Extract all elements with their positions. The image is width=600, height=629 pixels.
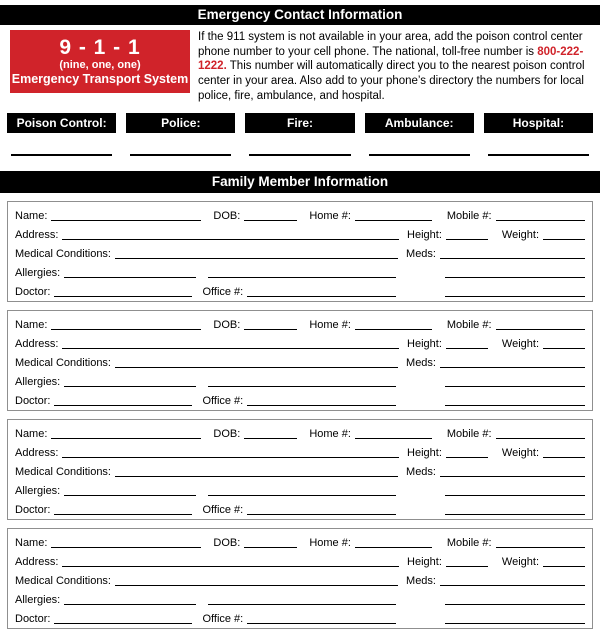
office-number-input-line[interactable] [247,404,396,406]
intro-text-after: This number will automatically direct you to the nearest poison control center in your area. Also add to your phone’s directory the numbers for local police, fire, ambulance, and hospital. [198,60,585,102]
meds-input-line[interactable] [440,366,585,368]
allergies-label: Allergies: [15,376,61,389]
emergency-label-poison-control: Poison Control: [7,113,116,133]
name-input-line[interactable] [51,437,201,439]
name-label: Name: [15,427,48,440]
allergies-continued-line[interactable] [208,385,396,387]
ambulance-input-line[interactable] [369,154,470,156]
weight-label: Weight: [501,228,539,241]
office-number-label: Office #: [202,613,244,626]
allergies-continued-line[interactable] [208,276,396,278]
office-number-input-line[interactable] [247,295,396,297]
member-row-name [15,313,585,332]
doctor-label: Doctor: [15,395,51,408]
mobile-number-input-line[interactable] [496,437,585,439]
address-label: Address: [15,337,59,350]
medical-conditions-label: Medical Conditions: [15,466,111,479]
dob-label: DOB: [213,536,241,549]
member-row-address [15,332,585,351]
height-input-line[interactable] [446,238,488,240]
meds-input-line[interactable] [440,475,585,477]
family-member-card [7,201,593,302]
medical-conditions-input-line[interactable] [115,584,398,586]
height-label: Height: [407,228,442,241]
name-label: Name: [15,536,48,549]
member-row-name [15,422,585,441]
doctor-input-line[interactable] [54,513,192,515]
dob-label: DOB: [213,318,241,331]
name-input-line[interactable] [51,219,201,221]
call-911-caption: Emergency Transport System [11,71,189,86]
office-number-label: Office #: [202,504,244,517]
member-row-address [15,223,585,242]
emergency-numbers-row [0,113,600,133]
weight-input-line[interactable] [543,565,585,567]
meds-label: Meds: [406,466,436,479]
family-member-card [7,528,593,629]
member-row-doctor [15,280,585,299]
office-number-label: Office #: [202,286,244,299]
meds-label: Meds: [406,357,436,370]
name-input-line[interactable] [51,328,201,330]
member-row-doctor [15,607,585,626]
doctor-label: Doctor: [15,286,51,299]
family-member-card [7,419,593,520]
family-section-banner: Family Member Information [0,171,600,193]
emergency-label-fire: Fire: [245,113,354,133]
call-911-phonetic: (nine, one, one) [59,58,141,71]
weight-input-line[interactable] [543,347,585,349]
dob-input-line[interactable] [244,546,297,548]
member-row-address [15,441,585,460]
mobile-number-input-line[interactable] [496,219,585,221]
dob-label: DOB: [213,427,241,440]
home-number-input-line[interactable] [355,437,432,439]
mobile-number-label: Mobile #: [446,427,492,440]
emergency-intro-section [0,30,600,104]
address-input-line[interactable] [62,565,399,567]
emergency-numbers-lines [0,154,600,156]
height-label: Height: [407,337,442,350]
home-number-label: Home #: [309,209,351,222]
medical-conditions-input-line[interactable] [115,366,398,368]
mobile-number-input-line[interactable] [496,546,585,548]
header-banner: Emergency Contact Information [0,5,600,25]
weight-input-line[interactable] [543,238,585,240]
fire-input-line[interactable] [249,154,350,156]
dob-label: DOB: [213,209,241,222]
dob-input-line[interactable] [244,328,297,330]
weight-label: Weight: [501,555,539,568]
member-row-medical [15,569,585,588]
family-member-list [0,201,600,629]
call-911-box [10,30,190,93]
home-number-input-line[interactable] [355,546,432,548]
meds-continued-line-2[interactable] [445,295,585,297]
medical-conditions-label: Medical Conditions: [15,248,111,261]
meds-continued-line-1[interactable] [445,276,585,278]
doctor-input-line[interactable] [54,295,192,297]
medical-conditions-label: Medical Conditions: [15,575,111,588]
intro-paragraph [190,30,594,104]
mobile-number-label: Mobile #: [446,536,492,549]
allergies-input-line[interactable] [64,385,196,387]
member-row-medical [15,242,585,261]
allergies-label: Allergies: [15,594,61,607]
member-row-allergies [15,588,585,607]
member-row-allergies [15,370,585,389]
medical-conditions-input-line[interactable] [115,475,398,477]
member-row-doctor [15,389,585,408]
allergies-input-line[interactable] [64,494,196,496]
intro-text-before: If the 911 system is not available in your area, add the poison control center phone number to your cell phone. The national, toll-free number is [198,31,583,58]
home-number-label: Home #: [309,427,351,440]
name-label: Name: [15,209,48,222]
member-row-name [15,204,585,223]
member-row-address [15,550,585,569]
height-label: Height: [407,446,442,459]
office-number-label: Office #: [202,395,244,408]
meds-continued-line-1[interactable] [445,603,585,605]
dob-input-line[interactable] [244,437,297,439]
address-label: Address: [15,555,59,568]
address-input-line[interactable] [62,456,399,458]
meds-input-line[interactable] [440,584,585,586]
address-label: Address: [15,446,59,459]
emergency-label-police: Police: [126,113,235,133]
member-row-medical [15,460,585,479]
mobile-number-label: Mobile #: [446,209,492,222]
allergies-label: Allergies: [15,485,61,498]
address-input-line[interactable] [62,238,399,240]
address-input-line[interactable] [62,347,399,349]
home-number-label: Home #: [309,536,351,549]
doctor-input-line[interactable] [54,404,192,406]
height-input-line[interactable] [446,565,488,567]
medical-conditions-input-line[interactable] [115,257,398,259]
allergies-input-line[interactable] [64,276,196,278]
member-row-medical [15,351,585,370]
allergies-label: Allergies: [15,267,61,280]
poison-control-phone-number: 800-222-1222. [198,45,584,73]
height-input-line[interactable] [446,347,488,349]
name-label: Name: [15,318,48,331]
doctor-label: Doctor: [15,504,51,517]
poison-control-input-line[interactable] [11,154,112,156]
family-member-card [7,310,593,411]
dob-input-line[interactable] [244,219,297,221]
member-row-name [15,531,585,550]
hospital-input-line[interactable] [488,154,589,156]
meds-continued-line-2[interactable] [445,404,585,406]
address-label: Address: [15,228,59,241]
doctor-label: Doctor: [15,613,51,626]
police-input-line[interactable] [130,154,231,156]
member-row-allergies [15,261,585,280]
office-number-input-line[interactable] [247,513,396,515]
member-row-doctor [15,498,585,517]
call-911-number: 9 - 1 - 1 [59,35,141,59]
meds-continued-line-1[interactable] [445,494,585,496]
home-number-input-line[interactable] [355,328,432,330]
allergies-input-line[interactable] [64,603,196,605]
weight-label: Weight: [501,446,539,459]
meds-input-line[interactable] [440,257,585,259]
home-number-label: Home #: [309,318,351,331]
member-row-allergies [15,479,585,498]
weight-input-line[interactable] [543,456,585,458]
allergies-continued-line[interactable] [208,603,396,605]
emergency-label-hospital: Hospital: [484,113,593,133]
weight-label: Weight: [501,337,539,350]
mobile-number-input-line[interactable] [496,328,585,330]
height-input-line[interactable] [446,456,488,458]
name-input-line[interactable] [51,546,201,548]
mobile-number-label: Mobile #: [446,318,492,331]
emergency-label-ambulance: Ambulance: [365,113,474,133]
medical-conditions-label: Medical Conditions: [15,357,111,370]
home-number-input-line[interactable] [355,219,432,221]
meds-continued-line-1[interactable] [445,385,585,387]
allergies-continued-line[interactable] [208,494,396,496]
meds-continued-line-2[interactable] [445,513,585,515]
meds-label: Meds: [406,575,436,588]
meds-label: Meds: [406,248,436,261]
height-label: Height: [407,555,442,568]
